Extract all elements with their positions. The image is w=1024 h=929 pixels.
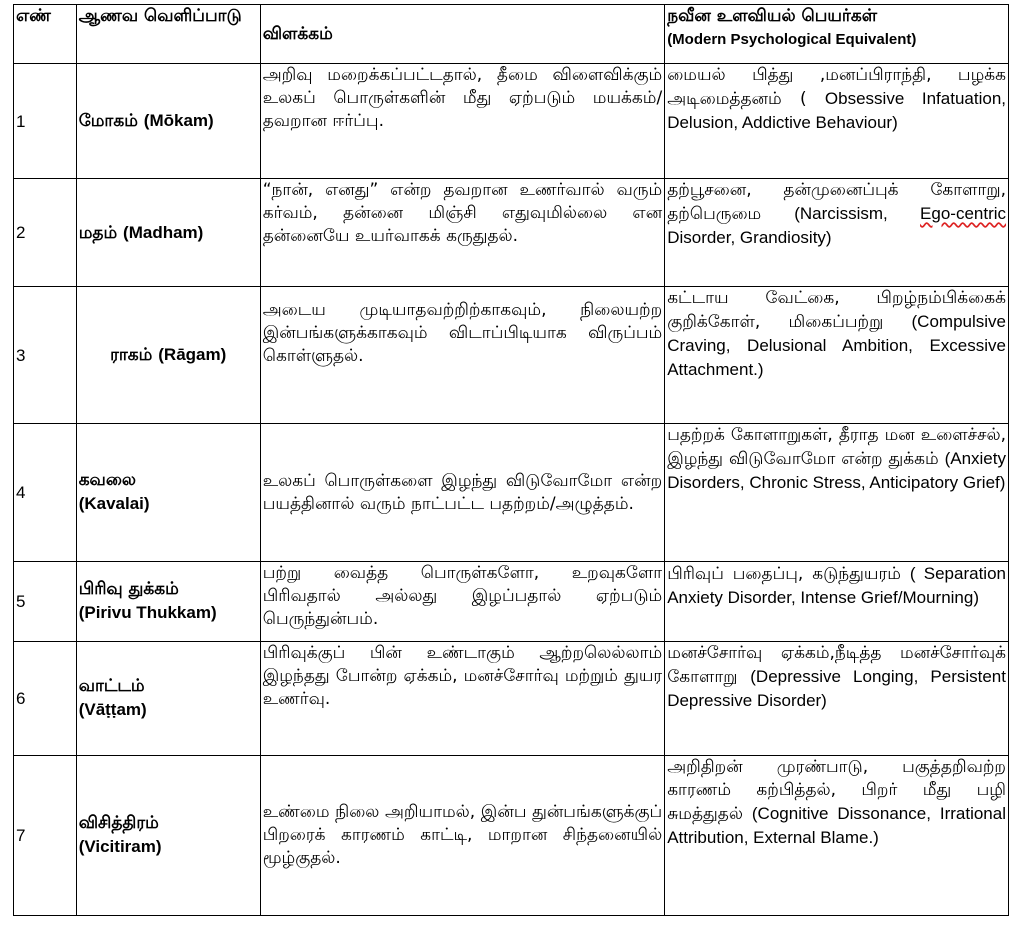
row-modern (665, 287, 1009, 424)
modern-tamil: அறிதிறன் முரண்பாடு, பகுத்தறிவற்ற காரணம் கற்பித்தல், பிறர் மீது பழி சுமத்துதல் (667, 757, 1006, 824)
header-modern-tamil: நவீன உளவியல் பெயர்கள் (667, 6, 878, 26)
row-explanation: அறிவு மறைக்கப்பட்டதால், தீமை விளைவிக்கும் உலகப் பொருள்களின் மீது ஏற்படும் மயக்கம்/தவறான ஈர்ப்பு. (260, 64, 664, 179)
row-term (76, 287, 260, 424)
table-row (14, 64, 1009, 179)
modern-tamil: பதற்றக் கோளாறுகள், தீராத மன உளைச்சல், இழந்து விடுவோமோ என்ற துக்கம் (667, 425, 1006, 469)
expressions-table (13, 4, 1009, 916)
term-english: (Kavalai) (78, 494, 150, 513)
row-explanation: “நான், எனது” என்ற தவறான உணர்வால் வரும் கர்வம், தன்னை மிஞ்சி எதுவுமில்லை என தன்னையே உயர்வாகக் கருதுதல். (260, 179, 664, 287)
modern-english: (Cognitive Dissonance, Irrational Attribution, External Blame.) (667, 804, 1006, 847)
header-explanation: விளக்கம் (260, 5, 664, 64)
term-english: (Mōkam) (143, 111, 214, 130)
term-tamil: மதம் (78, 222, 118, 243)
table-row (14, 756, 1009, 916)
term-tamil: பிரிவு துக்கம் (78, 579, 179, 599)
modern-english: (Depressive Longing, Persistent Depressive Disorder) (667, 667, 1006, 710)
modern-tamil: பிரிவுப் பதைப்பு, கடுந்துயரம் (667, 564, 901, 584)
row-number: 3 (14, 287, 77, 424)
row-explanation: உண்மை நிலை அறியாமல், இன்ப துன்பங்களுக்குப் பிறரைக் காரணம் காட்டி, மாறான சிந்தனையில் மூழ்குதல். (260, 756, 664, 916)
header-number: எண் (14, 5, 77, 64)
modern-english-a: (Narcissism, (794, 204, 921, 223)
row-explanation: பிரிவுக்குப் பின் உண்டாகும் ஆற்றலெல்லாம் இழந்தது போன்ற ஏக்கம், மனச்சோர்வு மற்றும் துயர உணர்வு. (260, 642, 664, 756)
row-number: 2 (14, 179, 77, 287)
modern-english: Obsessive Infatuation, Delusion, Addictive Behaviour) (667, 89, 1006, 132)
row-term (76, 179, 260, 287)
row-modern (665, 642, 1009, 756)
row-term (76, 756, 260, 916)
term-tamil: வாட்டம் (78, 676, 145, 696)
modern-english: (Compulsive Craving, Delusional Ambition, Excessive Attachment.) (667, 312, 1006, 379)
header-modern (665, 5, 1009, 64)
modern-english-c: Disorder, Grandiosity) (667, 228, 832, 247)
row-explanation: உலகப் பொருள்களை இழந்து விடுவோமோ என்ற பயத்தினால் வரும் நாட்பட்ட பதற்றம்/அழுத்தம். (260, 424, 664, 562)
row-modern (665, 64, 1009, 179)
table-row (14, 424, 1009, 562)
row-explanation: அடைய முடியாதவற்றிற்காகவும், நிலையற்ற இன்பங்களுக்காகவும் விடாப்பிடியாக விருப்பம் கொள்ளுதல். (260, 287, 664, 424)
row-number: 4 (14, 424, 77, 562)
modern-tamil: கட்டாய வேட்கை, பிறழ்நம்பிக்கைக் குறிக்கோள், மிகைப்பற்று (667, 288, 1006, 332)
row-number: 1 (14, 64, 77, 179)
term-tamil: மோகம் (78, 111, 138, 131)
modern-tamil: தற்பூசனை, தன்முனைப்புக் கோளாறு, தற்பெருமை (667, 180, 1006, 224)
row-term (76, 424, 260, 562)
row-term (76, 642, 260, 756)
row-number: 6 (14, 642, 77, 756)
row-modern (665, 179, 1009, 287)
term-tamil: ராகம் (110, 345, 153, 365)
row-modern (665, 424, 1009, 562)
modern-tamil: மையல் பித்து ,மனப்பிராந்தி, பழக்க அடிமைத்தனம் ( (667, 65, 1006, 109)
term-english: (Rāgam) (158, 345, 227, 364)
modern-english: ( Separation Anxiety Disorder, Intense Grief/Mourning) (667, 564, 1006, 607)
modern-tamil: மனச்சோர்வு ஏக்கம்,நீடித்த மனச்சோர்வுக் கோளாறு (667, 643, 1006, 687)
term-english: (Vicitiram) (78, 837, 162, 856)
row-number: 7 (14, 756, 77, 916)
header-modern-english: (Modern Psychological Equivalent) (667, 31, 917, 48)
spellcheck-flagged-word: Ego-centric (920, 204, 1007, 223)
row-term (76, 562, 260, 642)
row-explanation: பற்று வைத்த பொருள்களோ, உறவுகளோ பிரிவதால் அல்லது இழப்பதால் ஏற்படும் பெருந்துன்பம். (260, 562, 664, 642)
term-english: (Pirivu Thukkam) (78, 603, 217, 622)
term-tamil: கவலை (78, 470, 137, 490)
table-row (14, 179, 1009, 287)
row-term (76, 64, 260, 179)
row-modern (665, 756, 1009, 916)
term-tamil: விசித்திரம் (78, 813, 159, 833)
table-header-row (14, 5, 1009, 64)
table-row (14, 562, 1009, 642)
table-row (14, 287, 1009, 424)
row-modern (665, 562, 1009, 642)
header-term: ஆணவ வெளிப்பாடு (76, 5, 260, 64)
table-row (14, 642, 1009, 756)
term-english: (Vāṭṭam) (78, 700, 147, 719)
term-english: (Madham) (123, 222, 204, 242)
modern-english: (Anxiety Disorders, Chronic Stress, Anticipatory Grief) (667, 449, 1006, 492)
row-number: 5 (14, 562, 77, 642)
